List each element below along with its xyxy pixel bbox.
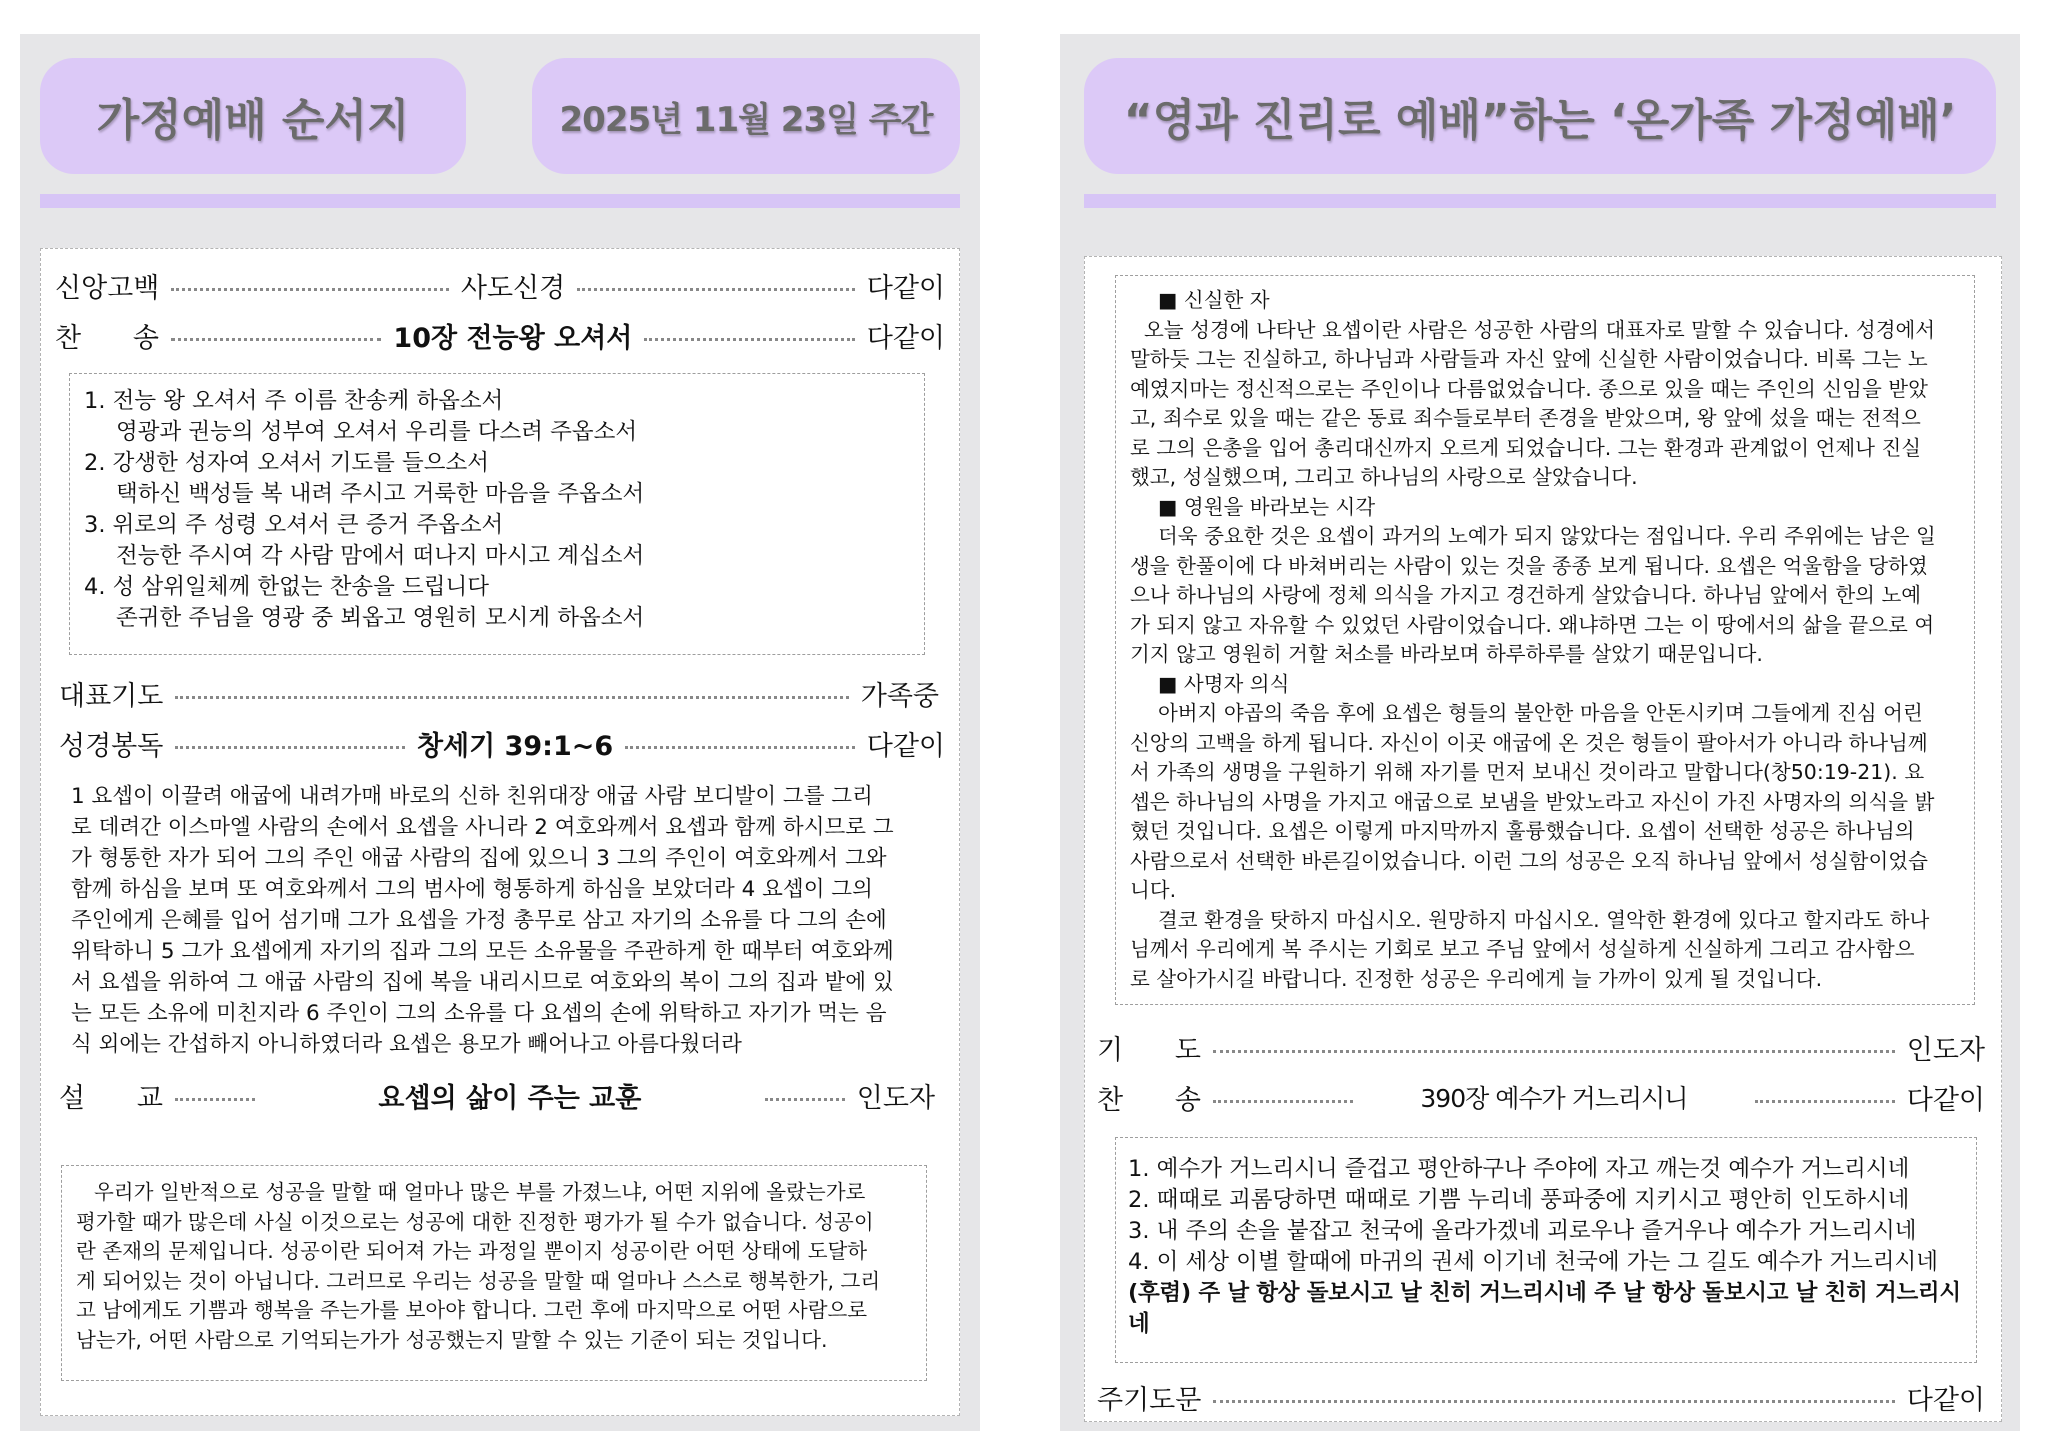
scripture-line: 위탁하니 5 그가 요셉에게 자기의 집과 그의 모든 소유물을 주관하게 한 때부터 여호와께 <box>71 939 894 964</box>
body-line: 결코 환경을 탓하지 마십시오. 원망하지 마십시오. 열악한 환경에 있다고 할지라도 하나 <box>1158 907 1930 932</box>
reading-row <box>59 725 945 761</box>
hymn-lyrics-box <box>1115 1137 1977 1363</box>
body-line: 가 되지 않고 자유할 수 있었던 사람이었습니다. 왜냐하면 그는 이 땅에서의 삶을 끝으로 여 <box>1130 612 1935 637</box>
scripture-line: 주인에게 은혜를 입어 섬기매 그가 요셉을 가정 총무로 삼고 자기의 소유를 다 그의 손에 <box>71 908 887 933</box>
hymn-row <box>1097 1079 1985 1115</box>
lyric-line: 존귀한 주님을 영광 중 뵈옵고 영원히 모시게 하옵소서 <box>116 605 645 631</box>
hymn-label: 찬 송 <box>55 322 159 354</box>
sermon-title: 요셉의 삶이 주는 교훈 <box>378 1082 642 1114</box>
sermon-line: 평가할 때가 많은데 사실 이것으로는 성공에 대한 진정한 평가가 될 수가 없습니다. 성공이 <box>76 1209 874 1234</box>
hymn-title: 10장 전능왕 오셔서 <box>393 322 633 354</box>
lords-prayer-row <box>1097 1379 1985 1415</box>
hymn-row <box>55 317 945 353</box>
lyric-line: 4. 이 세상 이별 할때에 마귀의 권세 이기네 천국에 가는 그 길도 예수가 거느리시네 <box>1128 1249 1938 1275</box>
date-badge <box>532 58 960 174</box>
hymn-label: 찬 송 <box>1097 1084 1201 1116</box>
scripture-line: 식 외에는 간섭하지 아니하였더라 요셉은 용모가 빼어나고 아름다웠더라 <box>71 1032 742 1057</box>
lyric-line: 전능한 주시여 각 사람 맘에서 떠나지 마시고 계십소서 <box>116 543 645 569</box>
confession-row <box>55 267 945 303</box>
right-page <box>1060 34 2020 1431</box>
lyric-line: 4. 성 삼위일체께 한없는 찬송을 드립니다 <box>84 574 489 600</box>
refrain-line: (후렴) 주 날 항상 돌보시고 날 친히 거느리시네 주 날 항상 돌보시고 날 친히 거느리시네 <box>1128 1280 1961 1337</box>
lyric-line: 1. 예수가 거느리시니 즐겁고 평안하구나 주야에 자고 깨는것 예수가 거느리시네 <box>1128 1156 1910 1182</box>
body-line: 로 그의 은총을 입어 총리대신까지 오르게 되었습니다. 그는 환경과 관계없이 언제나 진실 <box>1130 435 1922 460</box>
lords-prayer-who: 다같이 <box>1906 1384 1985 1416</box>
scripture-line: 1 요셉이 이끌려 애굽에 내려가매 바로의 신하 친위대장 애굽 사람 보디발이 그를 그리 <box>71 784 873 809</box>
prayer-who: 가족중 <box>860 680 939 712</box>
lyric-line: 1. 전능 왕 오셔서 주 이름 찬송케 하옵소서 <box>84 388 504 414</box>
prayer-row <box>59 675 939 711</box>
leader-dots <box>1213 1050 1895 1053</box>
scripture-line: 는 모든 소유에 미친지라 6 주인이 그의 소유를 다 요셉의 손에 위탁하고 자기가 먹는 음 <box>71 1001 887 1026</box>
sermon-line: 게 되어있는 것이 아닙니다. 그러므로 우리는 성공을 말할 때 얼마나 스스로 행복한가, 그리 <box>76 1268 881 1293</box>
leader-dots <box>175 746 405 749</box>
body-line: 말하듯 그는 진실하고, 하나님과 사람들과 자신 앞에 신실한 사람이었습니다. 비록 그는 노 <box>1130 347 1928 371</box>
header-divider <box>40 194 960 208</box>
confession-who: 다같이 <box>866 272 945 304</box>
lyric-line: 2. 때때로 괴롬당하면 때때로 기쁨 누리네 풍파중에 지키시고 평안히 인도하시네 <box>1128 1187 1910 1213</box>
section-heading: ■ 영원을 바라보는 시각 <box>1158 494 1376 519</box>
lyric-line: 3. 내 주의 손을 붙잡고 천국에 올라가겠네 괴로우나 즐거우나 예수가 거느리시네 <box>1128 1218 1917 1244</box>
body-line: 아버지 야곱의 죽음 후에 요셉은 형들의 불안한 마음을 안돈시키며 그들에게 진심 어린 <box>1158 701 1923 725</box>
confession-item: 사도신경 <box>460 272 566 304</box>
section-heading: ■ 신실한 자 <box>1158 288 1270 312</box>
date-text: 2025년 11월 23일 주간 <box>559 99 933 140</box>
lyric-line: 3. 위로의 주 성령 오셔서 큰 증거 주옵소서 <box>84 512 504 538</box>
body-line: 서 가족의 생명을 구원하기 위해 자기를 먼저 보내신 것이라고 말합니다(창50:19-21). 요 <box>1130 760 1925 784</box>
reading-ref: 창세기 39:1~6 <box>416 730 614 762</box>
leader-dots <box>625 746 855 749</box>
leader-dots <box>171 288 449 291</box>
reading-who: 다같이 <box>866 730 946 762</box>
sermon-line: 란 존재의 문제입니다. 성공이란 되어져 가는 과정일 뿐이지 성공이란 어떤 상태에 도달하 <box>76 1239 868 1263</box>
sermon-line: 남는가, 어떤 사람으로 기억되는가가 성공했는지 말할 수 있는 기준이 되는 것입니다. <box>76 1327 828 1352</box>
body-line: 으나 하나님의 사랑에 정체 의식을 가지고 경건하게 살았습니다. 하나님 앞에서 한의 노예 <box>1130 583 1922 607</box>
sermon-who: 인도자 <box>856 1082 935 1114</box>
body-line: 니다. <box>1130 878 1177 902</box>
body-line: 님께서 우리에게 복 주시는 기회로 보고 주님 앞에서 성실하게 신실하게 그리고 감사함으 <box>1130 937 1915 961</box>
sermon-line: 우리가 일반적으로 성공을 말할 때 얼마나 많은 부를 가졌느냐, 어떤 지위에 올랐는가로 <box>94 1180 866 1204</box>
left-page <box>20 34 980 1431</box>
body-line: 혔던 것입니다. 요셉은 이렇게 마지막까지 훌륭했습니다. 요셉이 선택한 성공은 하나님의 <box>1130 819 1915 843</box>
prayer-who: 인도자 <box>1906 1034 1985 1066</box>
body-line: 예였지마는 정신적으로는 주인이나 다름없었습니다. 종으로 있을 때는 주인의 신임을 받았 <box>1130 376 1928 401</box>
hymn-lyrics-box <box>69 373 925 655</box>
body-line: 기지 않고 영원히 거할 처소를 바라보며 하루하루를 살았기 때문입니다. <box>1130 642 1763 666</box>
body-line: 더욱 중요한 것은 요셉이 과거의 노예가 되지 않았다는 점입니다. 우리 주위에는 남은 일 <box>1158 524 1936 548</box>
lyric-line: 영광과 권능의 성부여 오셔서 우리를 다스려 주옵소서 <box>116 419 638 445</box>
lyric-line: 택하신 백성들 복 내려 주시고 거룩한 마음을 주옵소서 <box>116 481 645 507</box>
reading-label: 성경봉독 <box>59 730 164 762</box>
page-title: 가정예배 순서지 <box>96 95 410 146</box>
sermon-body-box <box>1115 275 1975 1005</box>
scripture-line: 함께 하심을 보며 또 여호와께서 그의 범사에 형통하게 하심을 보았더라 4 요셉이 그의 <box>71 877 873 902</box>
leader-dots <box>1755 1100 1895 1103</box>
sermon-card <box>1084 256 2002 1422</box>
leader-dots <box>171 338 381 341</box>
scripture-line: 가 형통한 자가 되어 그의 주인 애굽 사람의 집에 있으니 3 그의 주인이 여호와께서 그와 <box>71 846 887 871</box>
hymn-who: 다같이 <box>1906 1084 1985 1116</box>
hymn-who: 다같이 <box>866 322 946 354</box>
header-divider <box>1084 194 1996 208</box>
body-line: 고, 죄수로 있을 때는 같은 동료 죄수들로부터 존경을 받았으며, 왕 앞에 섰을 때는 전적으 <box>1130 406 1921 430</box>
section-heading: ■ 사명자 의식 <box>1158 671 1290 696</box>
lords-prayer-label: 주기도문 <box>1097 1384 1202 1416</box>
body-line: 했고, 성실했으며, 그리고 하나님의 사랑으로 살았습니다. <box>1130 465 1638 489</box>
leader-dots <box>1213 1400 1894 1403</box>
leader-dots <box>644 338 854 341</box>
leader-dots <box>577 288 855 291</box>
body-line: 생을 한풀이에 다 바쳐버리는 사람이 있는 것을 종종 보게 됩니다. 요셉은 억울함을 당하였 <box>1130 553 1928 578</box>
leader-dots <box>765 1098 845 1101</box>
hymn-title: 390장 예수가 거느리시니 <box>1420 1084 1688 1113</box>
sermon-intro-box <box>61 1165 927 1381</box>
lyric-line: 2. 강생한 성자여 오셔서 기도를 들으소서 <box>84 450 489 476</box>
body-line: 오늘 성경에 나타난 요셉이란 사람은 성공한 사람의 대표자로 말할 수 있습니다. 성경에서 <box>1144 317 1936 342</box>
prayer-label: 대표기도 <box>59 680 164 712</box>
page-title: “영과 진리로 예배”하는 ‘온가족 가정예배’ <box>1123 95 1957 146</box>
title-badge <box>40 58 466 174</box>
order-card <box>40 248 960 1416</box>
sermon-line: 고 남에게도 기쁨과 행복을 주는가를 보아야 합니다. 그런 후에 마지막으로 어떤 사람으로 <box>76 1298 868 1322</box>
prayer-label: 기 도 <box>1097 1034 1201 1066</box>
leader-dots <box>175 696 848 699</box>
confession-label: 신앙고백 <box>55 272 160 304</box>
scripture-line: 서 요셉을 위하여 그 애굽 사람의 집에 복을 내리시므로 여호와의 복이 그의 집과 밭에 있 <box>71 970 894 995</box>
leader-dots <box>1213 1100 1353 1103</box>
prayer-row <box>1097 1029 1985 1065</box>
title-badge <box>1084 58 1996 174</box>
sermon-row <box>59 1077 935 1113</box>
leader-dots <box>175 1098 255 1101</box>
body-line: 신앙의 고백을 하게 됩니다. 자신이 이곳 애굽에 온 것은 형들이 팔아서가 아니라 하나님께 <box>1130 730 1928 755</box>
scripture-text <box>71 781 931 1060</box>
body-line: 로 살아가시길 바랍니다. 진정한 성공은 우리에게 늘 가까이 있게 될 것입니다. <box>1130 966 1823 991</box>
sermon-label: 설 교 <box>59 1082 163 1114</box>
body-line: 셉은 하나님의 사명을 가지고 애굽으로 보냄을 받았노라고 자신이 가진 사명자의 의식을 밝 <box>1130 789 1935 814</box>
body-line: 사람으로서 선택한 바른길이었습니다. 이런 그의 성공은 오직 하나님 앞에서 성실함이었습 <box>1130 848 1928 873</box>
scripture-line: 로 데려간 이스마엘 사람의 손에서 요셉을 사니라 2 여호와께서 요셉과 함께 하시므로 그 <box>71 815 894 840</box>
